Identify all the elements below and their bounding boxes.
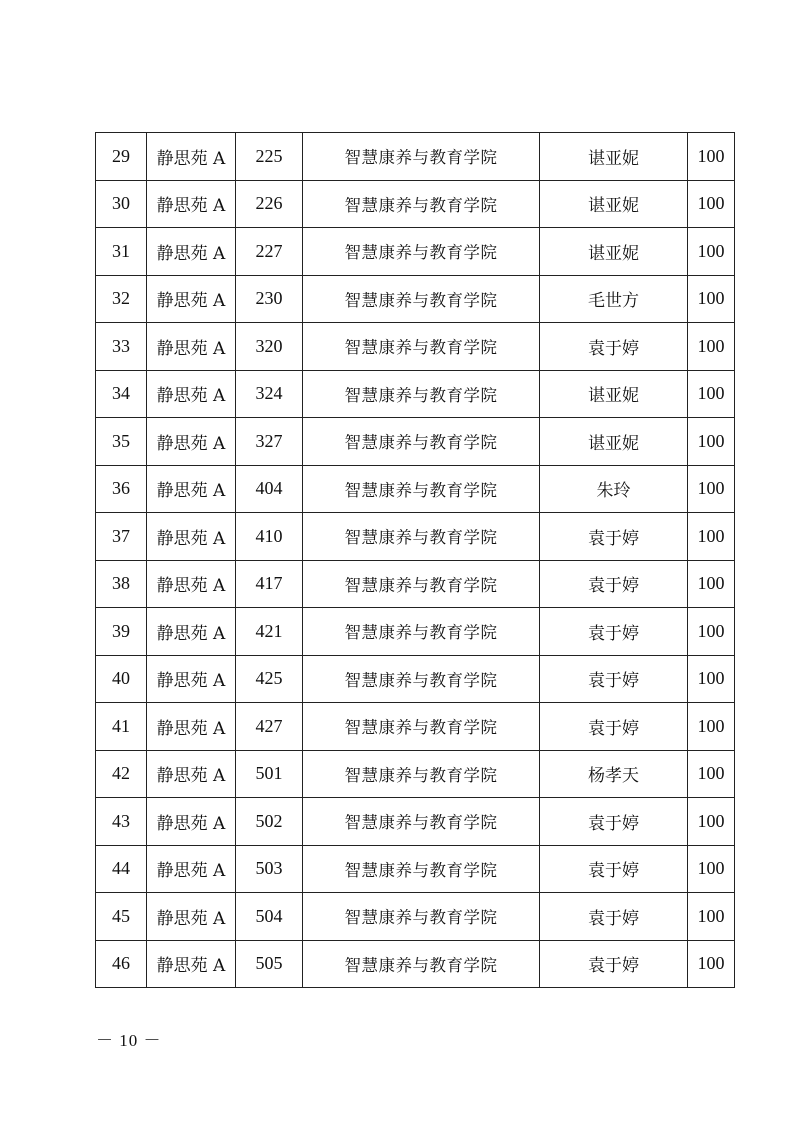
cell-building: 静思苑 A bbox=[147, 655, 236, 703]
cell-building: 静思苑 A bbox=[147, 798, 236, 846]
cell-room-number: 505 bbox=[236, 940, 303, 988]
cell-row-number: 46 bbox=[96, 940, 147, 988]
dormitory-score-table-container bbox=[95, 132, 734, 988]
cell-room-number: 324 bbox=[236, 370, 303, 418]
cell-room-number: 226 bbox=[236, 180, 303, 228]
cell-room-number: 502 bbox=[236, 798, 303, 846]
cell-college: 智慧康养与教育学院 bbox=[303, 560, 540, 608]
cell-college: 智慧康养与教育学院 bbox=[303, 608, 540, 656]
cell-row-number: 30 bbox=[96, 180, 147, 228]
cell-row-number: 44 bbox=[96, 845, 147, 893]
table-row bbox=[96, 940, 735, 988]
table-row bbox=[96, 418, 735, 466]
cell-building: 静思苑 A bbox=[147, 180, 236, 228]
cell-room-number: 225 bbox=[236, 133, 303, 181]
table-row bbox=[96, 750, 735, 798]
cell-teacher: 袁于婷 bbox=[540, 560, 688, 608]
cell-building: 静思苑 A bbox=[147, 323, 236, 371]
cell-score: 100 bbox=[688, 655, 735, 703]
cell-row-number: 41 bbox=[96, 703, 147, 751]
cell-teacher: 谌亚妮 bbox=[540, 180, 688, 228]
cell-row-number: 45 bbox=[96, 893, 147, 941]
cell-building: 静思苑 A bbox=[147, 750, 236, 798]
cell-teacher: 朱玲 bbox=[540, 465, 688, 513]
cell-room-number: 501 bbox=[236, 750, 303, 798]
table-row bbox=[96, 513, 735, 561]
cell-college: 智慧康养与教育学院 bbox=[303, 845, 540, 893]
cell-building: 静思苑 A bbox=[147, 275, 236, 323]
cell-score: 100 bbox=[688, 750, 735, 798]
table-row bbox=[96, 560, 735, 608]
cell-teacher: 毛世方 bbox=[540, 275, 688, 323]
cell-score: 100 bbox=[688, 940, 735, 988]
cell-teacher: 谌亚妮 bbox=[540, 133, 688, 181]
cell-row-number: 31 bbox=[96, 228, 147, 276]
cell-score: 100 bbox=[688, 608, 735, 656]
cell-building: 静思苑 A bbox=[147, 893, 236, 941]
page-number: － 10 － bbox=[96, 1031, 162, 1050]
cell-college: 智慧康养与教育学院 bbox=[303, 655, 540, 703]
cell-row-number: 37 bbox=[96, 513, 147, 561]
cell-teacher: 袁于婷 bbox=[540, 655, 688, 703]
table-row bbox=[96, 893, 735, 941]
cell-college: 智慧康养与教育学院 bbox=[303, 180, 540, 228]
cell-college: 智慧康养与教育学院 bbox=[303, 798, 540, 846]
cell-score: 100 bbox=[688, 323, 735, 371]
cell-building: 静思苑 A bbox=[147, 513, 236, 561]
cell-building: 静思苑 A bbox=[147, 560, 236, 608]
cell-building: 静思苑 A bbox=[147, 465, 236, 513]
cell-teacher: 谌亚妮 bbox=[540, 228, 688, 276]
cell-row-number: 36 bbox=[96, 465, 147, 513]
cell-room-number: 404 bbox=[236, 465, 303, 513]
cell-room-number: 320 bbox=[236, 323, 303, 371]
cell-room-number: 504 bbox=[236, 893, 303, 941]
cell-score: 100 bbox=[688, 513, 735, 561]
cell-score: 100 bbox=[688, 703, 735, 751]
cell-row-number: 40 bbox=[96, 655, 147, 703]
cell-building: 静思苑 A bbox=[147, 418, 236, 466]
table-body bbox=[96, 133, 735, 988]
table-row bbox=[96, 228, 735, 276]
cell-building: 静思苑 A bbox=[147, 703, 236, 751]
cell-room-number: 503 bbox=[236, 845, 303, 893]
cell-score: 100 bbox=[688, 133, 735, 181]
table-row bbox=[96, 323, 735, 371]
cell-score: 100 bbox=[688, 228, 735, 276]
table-row bbox=[96, 275, 735, 323]
cell-teacher: 袁于婷 bbox=[540, 608, 688, 656]
cell-row-number: 43 bbox=[96, 798, 147, 846]
cell-college: 智慧康养与教育学院 bbox=[303, 940, 540, 988]
table-row bbox=[96, 465, 735, 513]
table-row bbox=[96, 608, 735, 656]
table-row bbox=[96, 180, 735, 228]
cell-college: 智慧康养与教育学院 bbox=[303, 133, 540, 181]
cell-row-number: 29 bbox=[96, 133, 147, 181]
cell-teacher: 袁于婷 bbox=[540, 845, 688, 893]
cell-room-number: 410 bbox=[236, 513, 303, 561]
cell-score: 100 bbox=[688, 275, 735, 323]
cell-row-number: 34 bbox=[96, 370, 147, 418]
cell-room-number: 327 bbox=[236, 418, 303, 466]
table-row bbox=[96, 798, 735, 846]
cell-score: 100 bbox=[688, 418, 735, 466]
cell-row-number: 35 bbox=[96, 418, 147, 466]
table-row bbox=[96, 370, 735, 418]
cell-score: 100 bbox=[688, 893, 735, 941]
cell-college: 智慧康养与教育学院 bbox=[303, 750, 540, 798]
cell-row-number: 42 bbox=[96, 750, 147, 798]
cell-score: 100 bbox=[688, 370, 735, 418]
cell-room-number: 421 bbox=[236, 608, 303, 656]
cell-teacher: 袁于婷 bbox=[540, 940, 688, 988]
cell-room-number: 427 bbox=[236, 703, 303, 751]
cell-college: 智慧康养与教育学院 bbox=[303, 703, 540, 751]
cell-teacher: 袁于婷 bbox=[540, 703, 688, 751]
cell-teacher: 谌亚妮 bbox=[540, 418, 688, 466]
cell-row-number: 38 bbox=[96, 560, 147, 608]
cell-teacher: 杨孝天 bbox=[540, 750, 688, 798]
cell-score: 100 bbox=[688, 560, 735, 608]
cell-college: 智慧康养与教育学院 bbox=[303, 228, 540, 276]
cell-building: 静思苑 A bbox=[147, 608, 236, 656]
cell-college: 智慧康养与教育学院 bbox=[303, 893, 540, 941]
cell-building: 静思苑 A bbox=[147, 940, 236, 988]
cell-row-number: 33 bbox=[96, 323, 147, 371]
cell-college: 智慧康养与教育学院 bbox=[303, 275, 540, 323]
table-row bbox=[96, 845, 735, 893]
cell-building: 静思苑 A bbox=[147, 845, 236, 893]
cell-college: 智慧康养与教育学院 bbox=[303, 513, 540, 561]
cell-college: 智慧康养与教育学院 bbox=[303, 323, 540, 371]
cell-room-number: 230 bbox=[236, 275, 303, 323]
table-row bbox=[96, 655, 735, 703]
table-row bbox=[96, 703, 735, 751]
table-row bbox=[96, 133, 735, 181]
dormitory-score-table bbox=[95, 132, 735, 988]
cell-room-number: 227 bbox=[236, 228, 303, 276]
cell-building: 静思苑 A bbox=[147, 370, 236, 418]
cell-score: 100 bbox=[688, 465, 735, 513]
cell-college: 智慧康养与教育学院 bbox=[303, 465, 540, 513]
cell-score: 100 bbox=[688, 180, 735, 228]
cell-score: 100 bbox=[688, 845, 735, 893]
cell-room-number: 417 bbox=[236, 560, 303, 608]
cell-row-number: 32 bbox=[96, 275, 147, 323]
cell-teacher: 袁于婷 bbox=[540, 893, 688, 941]
cell-score: 100 bbox=[688, 798, 735, 846]
cell-row-number: 39 bbox=[96, 608, 147, 656]
cell-building: 静思苑 A bbox=[147, 228, 236, 276]
cell-teacher: 袁于婷 bbox=[540, 798, 688, 846]
cell-college: 智慧康养与教育学院 bbox=[303, 418, 540, 466]
cell-teacher: 谌亚妮 bbox=[540, 370, 688, 418]
cell-college: 智慧康养与教育学院 bbox=[303, 370, 540, 418]
cell-teacher: 袁于婷 bbox=[540, 513, 688, 561]
cell-building: 静思苑 A bbox=[147, 133, 236, 181]
cell-teacher: 袁于婷 bbox=[540, 323, 688, 371]
cell-room-number: 425 bbox=[236, 655, 303, 703]
